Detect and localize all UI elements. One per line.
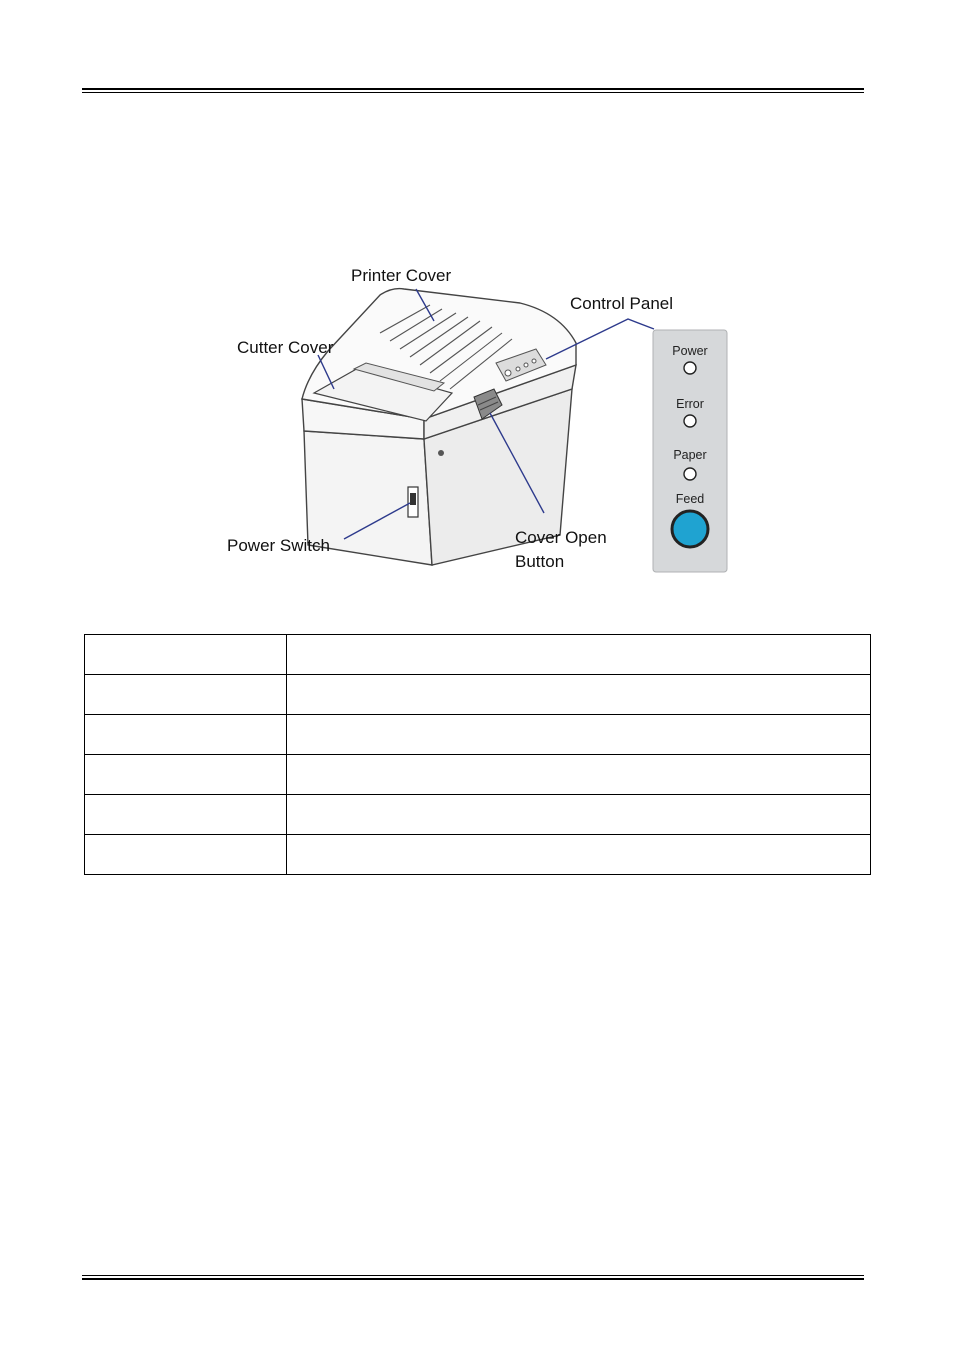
table-row: [85, 715, 871, 755]
spec-table: [84, 634, 871, 875]
panel-label-error: Error: [676, 397, 704, 411]
printer-figure: [220, 255, 740, 580]
panel-label-power: Power: [672, 344, 708, 358]
table-cell: [287, 795, 871, 835]
table-row: [85, 795, 871, 835]
label-cover-open-line2: Button: [515, 552, 565, 571]
header-rule: [82, 88, 864, 93]
label-printer-cover: Printer Cover: [351, 266, 452, 285]
error-led-icon: [684, 415, 696, 427]
table-row: [85, 635, 871, 675]
table-cell: [287, 755, 871, 795]
table-cell: [85, 755, 287, 795]
table-cell: [85, 795, 287, 835]
table-row: [85, 675, 871, 715]
feed-button-icon: [672, 511, 708, 547]
label-cover-open-line1: Cover Open: [515, 528, 607, 547]
power-led-icon: [684, 362, 696, 374]
footer-rule: [82, 1275, 864, 1280]
panel-label-paper: Paper: [673, 448, 707, 462]
table-row: [85, 835, 871, 875]
label-control-panel: Control Panel: [570, 294, 674, 313]
table-cell: [85, 675, 287, 715]
table-cell: [85, 835, 287, 875]
table-cell: [287, 835, 871, 875]
paper-led-icon: [684, 468, 696, 480]
panel-label-feed: Feed: [675, 492, 705, 506]
table-cell: [287, 675, 871, 715]
table-row: [85, 755, 871, 795]
table-cell: [287, 715, 871, 755]
table-cell: [85, 715, 287, 755]
label-cutter-cover: Cutter Cover: [237, 338, 334, 357]
label-power-switch: Power Switch: [227, 536, 330, 555]
table-cell: [287, 635, 871, 675]
table-cell: [85, 635, 287, 675]
